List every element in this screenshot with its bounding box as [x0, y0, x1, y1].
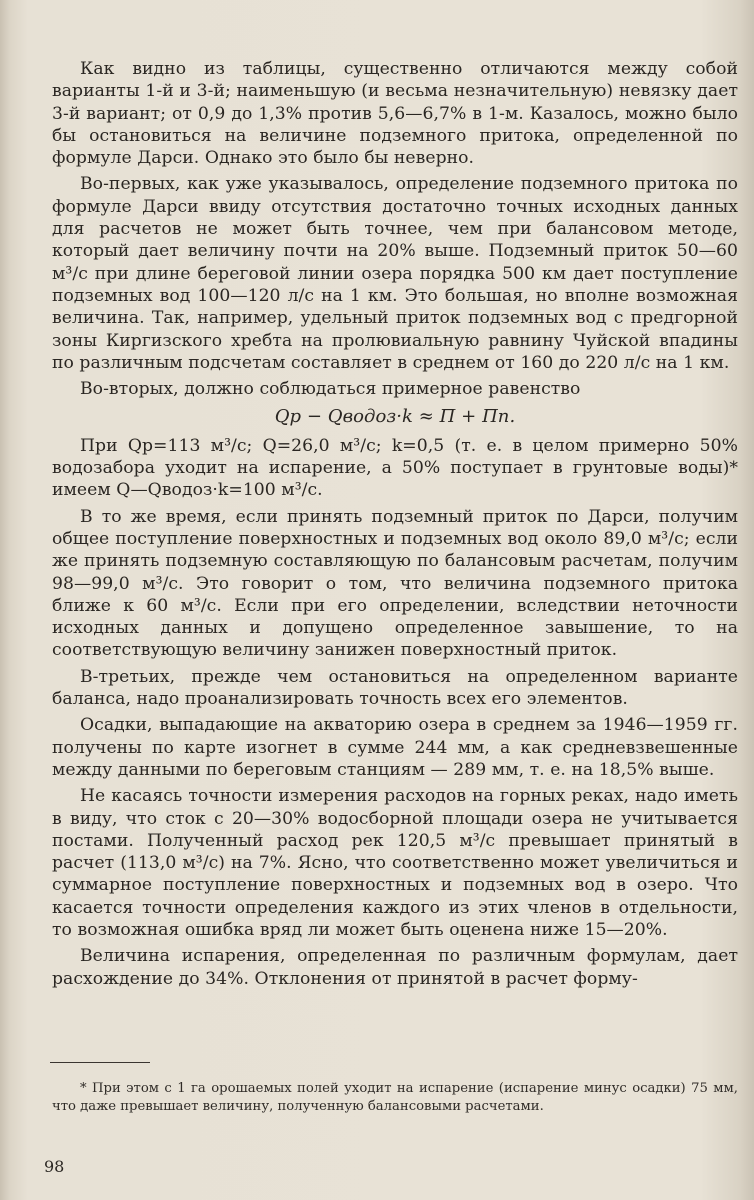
paragraph-4: При Qр=113 м³/с; Q=26,0 м³/с; k=0,5 (т. е. в целом примерно 50% водозабора уходит на испарение, а 50% поступает в грунтовые воды)* имеем Q—Qводоз·k=100 м³/с.: [52, 435, 738, 501]
page-number: 98: [44, 1157, 65, 1176]
paragraph-7: Осадки, выпадающие на акваторию озера в среднем за 1946—1959 гг. получены по карте изогнет в сумме 244 мм, а как средневзвешенные между данными по береговым станциям — 289 мм, т. е. на 18,5% выше.: [52, 715, 738, 780]
footnote-divider: [50, 1062, 150, 1063]
body-text: [52, 58, 738, 990]
paragraph-9: Величина испарения, определенная по различным формулам, дает расхождение до 34%. Отклонения от принятой в расчет форму-: [52, 946, 738, 989]
footnote: * При этом с 1 га орошаемых полей уходит на испарение (испарение минус осадки) 75 мм, что даже превышает величину, полученную балансовыми расчетами.: [52, 1081, 738, 1114]
paragraph-6: В-третьих, прежде чем остановиться на определенном варианте баланса, надо проанализировать точность всех его элементов.: [52, 666, 738, 710]
paragraph-8: Не касаясь точности измерения расходов на горных реках, надо иметь в виду, что сток с 20—30% водосборной площади озера не учитывается постами. Полученный расход рек 120,5 м³/с превышает принятый в расчет (113,0 м³/с) на 7%. Ясно, что соответственно может увеличиться и суммарное поступление поверхностных и подземных вод в озеро. Что касается точности определения каждого из этих членов в отдельности, то возможная ошибка вряд ли может быть оценена ниже 15—20%.: [52, 786, 738, 940]
equation: Qр − Qводоз·k ≈ П + Пп.: [274, 406, 516, 428]
paragraph-5: В то же время, если принять подземный приток по Дарси, получим общее поступление поверхностных и подземных вод около 89,0 м³/с; если же принять подземную составляющую по балансовым расчетам, получим 98—99,0 м³/с. Это говорит о том, что величина подземного притока ближе к 60 м³/с. Если при его определении, вследствии неточности исходных данных и допущено определенное завышение, то на соответствующую величину занижен поверхностный приток.: [52, 506, 738, 661]
paragraph-1: Как видно из таблицы, существенно отличаются между собой варианты 1-й и 3-й; наименьшую (и весьма незначительную) невязку дает 3-й вариант; от 0,9 до 1,3% против 5,6—6,7% в 1-м. Казалось, можно было бы остановиться на величине подземного притока, определенной по формуле Дарси. Однако это было бы неверно.: [52, 59, 738, 169]
paragraph-2: Во-первых, как уже указывалось, определение подземного притока по формуле Дарси ввиду отсутствия достаточно точных исходных данных для расчетов не может быть точнее, чем при балансовом методе, который дает величину почти на 20% выше. Подземный приток 50—60 м³/с при длине береговой линии озера порядка 500 км дает поступление подземных вод 100—120 л/с на 1 км. Это большая, но вполне возможная величина. Так, например, удельный приток подземных вод с предгорной зоны Киргизского хребта на пролювиальную равнину Чуйской впадины по различным подсчетам составляет в среднем от 160 до 220 л/с на 1 км.: [52, 174, 738, 373]
paragraph-3: Во-вторых, должно соблюдаться примерное равенство: [80, 379, 581, 400]
